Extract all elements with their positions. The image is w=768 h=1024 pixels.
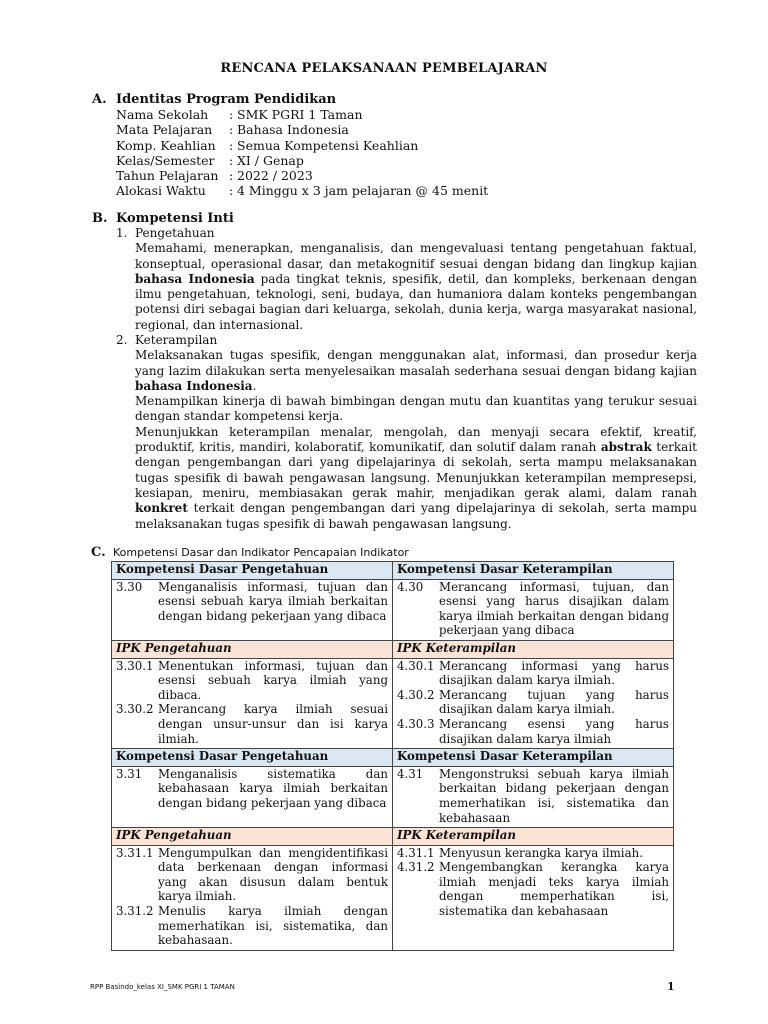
ki-item-2-para-2: Menampilkan kinerja di bawah bimbingan dengan mutu dan kuantitas yang terukur sesuai dengan standar kompetensi kerja. bbox=[135, 394, 697, 424]
identity-key: Tahun Pelajaran bbox=[116, 168, 219, 184]
identity-key: Alokasi Waktu bbox=[116, 183, 206, 199]
section-a-title: Identitas Program Pendidikan bbox=[116, 92, 337, 107]
section-b-letter: B. bbox=[92, 211, 108, 226]
table-row bbox=[112, 749, 674, 767]
identity-row: Mata Pelajaran : Bahasa Indonesia bbox=[116, 122, 349, 138]
identity-table bbox=[116, 107, 488, 199]
identity-value: XI / Genap bbox=[237, 152, 304, 168]
ki-item-2-number: 2. bbox=[116, 333, 128, 347]
identity-value: Semua Kompetensi Keahlian bbox=[237, 137, 419, 153]
identity-row: Alokasi Waktu : 4 Minggu x 3 jam pelajaran @ 45 menit bbox=[116, 183, 489, 199]
page-number: 1 bbox=[667, 980, 675, 993]
identity-key: Mata Pelajaran bbox=[116, 122, 213, 138]
table-row bbox=[112, 766, 674, 827]
kd-3-30-cell: 3.30 Menganalisis informasi, tujuan dan esensi sebuah karya ilmiah berkaitan dengan bidang pekerjaan yang dibaca bbox=[112, 579, 393, 640]
identity-row: Nama Sekolah : SMK PGRI 1 Taman bbox=[116, 107, 363, 122]
identity-key: Komp. Keahlian bbox=[116, 137, 216, 153]
kd-3-31-cell: 3.31 Menganalisis sistematika dan kebahasaan karya ilmiah berkaitan dengan bidang pekerjaan yang dibaca bbox=[112, 766, 393, 827]
table-row bbox=[112, 828, 674, 846]
header-kd-pengetahuan: Kompetensi Dasar Pengetahuan bbox=[112, 562, 393, 580]
identity-key: Nama Sekolah bbox=[116, 107, 209, 122]
kd-4-30-cell: 4.30 Merancang informasi, tujuan, dan esensi yang harus disajikan dalam karya ilmiah berkaitan dengan bidang pekerjaan yang dibaca bbox=[393, 579, 674, 640]
header-ipk-keterampilan-2: IPK Keterampilan bbox=[393, 828, 674, 846]
table-row bbox=[112, 845, 674, 950]
identity-value: 4 Minggu x 3 jam pelajaran @ 45 menit bbox=[237, 183, 489, 199]
ipk-4-30-cell: 4.30.1 Merancang informasi yang harus disajikan dalam karya ilmiah. 4.30.2 Merancang tujuan yang harus disajikan dalam karya ilmiah. 4.30.3 Merancang esensi yang harus disajikan dalam karya ilmiah bbox=[393, 658, 674, 749]
identity-value: SMK PGRI 1 Taman bbox=[237, 107, 363, 122]
table-row bbox=[112, 562, 674, 580]
ki-item-1 bbox=[135, 226, 697, 333]
header-ipk-pengetahuan-2: IPK Pengetahuan bbox=[112, 828, 393, 846]
header-kd-keterampilan-2: Kompetensi Dasar Keterampilan bbox=[393, 749, 674, 767]
ipk-3-31-cell: 3.31.1 Mengumpulkan dan mengidentifikasi data berkenaan dengan informasi yang akan disusun dalam bentuk karya ilmiah. 3.31.2 Menulis karya ilmiah dengan memerhatikan isi, sistematika, dan kebahasaan. bbox=[112, 845, 393, 950]
identity-row: Kelas/Semester : XI / Genap bbox=[116, 152, 304, 168]
section-a-heading bbox=[92, 92, 336, 107]
ki-item-2-title: Keterampilan bbox=[135, 333, 218, 347]
ki-item-1-text: Memahami, menerapkan, menganalisis, dan mengevaluasi tentang pengetahuan faktual, konseptual, operasional dasar, dan metakognitif sesuai dengan bidang dan lingkup kajian bahasa Indonesia pada tingkat teknis, spesifik, detil, dan kompleks, berkenaan dengan ilmu pengetahuan, teknologi, seni, budaya, dan humaniora dalam konteks pengembangan potensi diri sebagai bagian dari keluarga, sekolah, dunia kerja, warga masyarakat nasional, regional, dan internasional. bbox=[135, 241, 698, 332]
identity-row: Tahun Pelajaran : 2022 / 2023 bbox=[116, 168, 313, 184]
ipk-4-31-cell: 4.31.1 Menyusun kerangka karya ilmiah. 4.31.2 Mengembangkan kerangka karya ilmiah menjadi teks karya ilmiah dengan memperhatikan isi, sistematika dan kebahasaan bbox=[393, 845, 674, 950]
header-kd-pengetahuan-2: Kompetensi Dasar Pengetahuan bbox=[112, 749, 393, 767]
identity-value: Bahasa Indonesia bbox=[237, 122, 349, 138]
section-a-letter: A. bbox=[92, 92, 107, 107]
section-b-title: Kompetensi Inti bbox=[116, 211, 234, 226]
kd-4-31-cell: 4.31 Mengonstruksi sebuah karya ilmiah berkaitan bidang pekerjaan dengan memerhatikan isi, sistematika dan kebahasaan bbox=[393, 766, 674, 827]
document-title: RENCANA PELAKSANAAN PEMBELAJARAN bbox=[220, 61, 548, 76]
section-c-title: Kompetensi Dasar dan Indikator Pencapaian Indikator bbox=[113, 546, 409, 559]
identity-row: Komp. Keahlian : Semua Kompetensi Keahlian bbox=[116, 137, 419, 153]
identity-value: 2022 / 2023 bbox=[237, 168, 313, 184]
section-b-heading bbox=[92, 211, 234, 226]
ipk-3-30-cell: 3.30.1 Menentukan informasi, tujuan dan esensi sebuah karya ilmiah yang dibaca. 3.30.2 Merancang karya ilmiah sesuai dengan unsur-unsur dan isi karya ilmiah. bbox=[112, 658, 393, 749]
table-row bbox=[112, 579, 674, 640]
kd-ipk-table bbox=[111, 561, 674, 951]
ki-item-2-para-3: Menunjukkan keterampilan menalar, mengolah, dan menyaji secara efektif, kreatif, produktif, kritis, mandiri, kolaboratif, komunikatif, dan solutif dalam ranah abstrak terkait dengan pengembangan dari yang dipelajarinya di sekolah, serta mampu melaksanakan tugas spesifik di bawah pengawasan langsung. Menunjukkan keterampilan mempresepsi, kesiapan, meniru, membiasakan gerak mahir, menjadikan gerak alami, dalam ranah konkret terkait dengan pengembangan dari yang dipelajarinya di sekolah, serta mampu melaksanakan tugas spesifik di bawah pengawasan langsung. bbox=[135, 424, 697, 531]
table-row bbox=[112, 658, 674, 749]
header-ipk-pengetahuan: IPK Pengetahuan bbox=[112, 640, 393, 658]
header-ipk-keterampilan: IPK Keterampilan bbox=[393, 640, 674, 658]
footer-document-label: RPP Basindo_kelas XI_SMK PGRI 1 TAMAN bbox=[90, 983, 235, 991]
ki-item-2-para-1: Melaksanakan tugas spesifik, dengan menggunakan alat, informasi, dan prosedur kerja yang lazim dilakukan serta menyelesaikan masalah sederhana sesuai dengan bidang kajian bahasa Indonesia. bbox=[135, 348, 697, 393]
identity-key: Kelas/Semester bbox=[116, 152, 215, 168]
ki-item-1-number: 1. bbox=[116, 226, 128, 240]
header-kd-keterampilan: Kompetensi Dasar Keterampilan bbox=[393, 562, 674, 580]
ki-item-2 bbox=[135, 333, 697, 532]
section-c-heading bbox=[91, 545, 409, 560]
table-row bbox=[112, 640, 674, 658]
section-c-letter: C. bbox=[91, 545, 106, 560]
ki-item-1-title: Pengetahuan bbox=[135, 226, 215, 240]
